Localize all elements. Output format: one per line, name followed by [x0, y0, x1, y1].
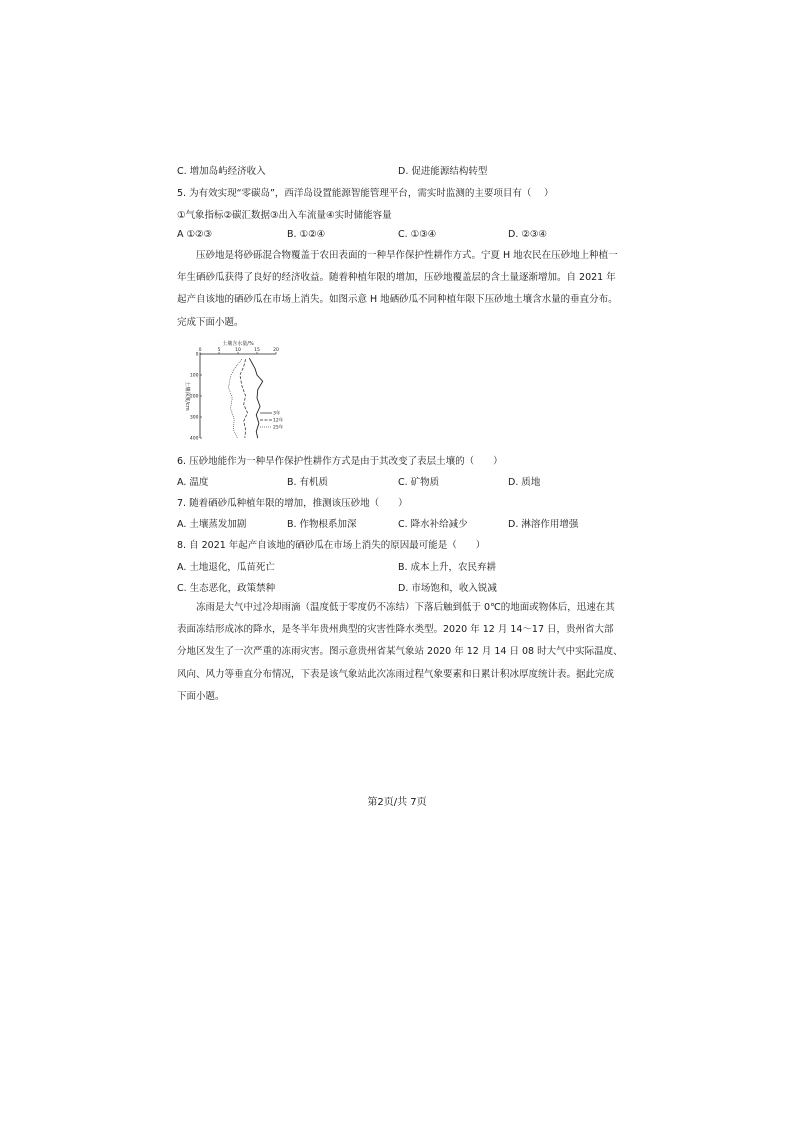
y-tick-label: 0 [195, 352, 199, 358]
q6-option-b: B. 有机质 [287, 477, 329, 488]
passage-sand-field: 压砂地是将砂砾混合物覆盖于农田表面的一种旱作保护性耕作方式。宁夏 H 地农民在压砂地上种植一年生硒砂瓜获得了良好的经济收益。随着种植年限的增加，压砂地覆盖层的含土量逐渐增加。自 2021 年起产自该地的硒砂瓜在市场上消失。如图示意 H 地硒砂瓜不同种植年限下压砂地土壤含水量的垂直分布。完成下面小题。 [177, 250, 618, 328]
q8-option-a: A. 土地退化，瓜苗死亡 [177, 562, 275, 573]
y-axis-label: 土壤深度/cm [184, 381, 190, 411]
q5-option-c: C. ①③④ [398, 229, 437, 240]
x-tick-label: 5 [217, 348, 221, 353]
q7-option-a: A. 土壤蒸发加剧 [177, 519, 247, 530]
q7-option-b: B. 作物根系加深 [287, 519, 357, 530]
x-tick-label: 0 [198, 348, 202, 353]
q5-option-d: D. ②③④ [508, 229, 547, 240]
legend-label-1: 3年 [273, 411, 281, 417]
x-tick-label: 15 [254, 348, 260, 353]
q8-stem: 8. 自 2021 年起产自该地的硒砂瓜在市场上消失的原因最可能是（ ） [177, 540, 486, 551]
q7-option-c: C. 降水补给减少 [398, 519, 468, 530]
q4-option-d: D. 促进能源结构转型 [398, 166, 488, 177]
q7-option-d: D. 淋溶作用增强 [508, 519, 579, 530]
q4-option-c: C. 增加岛屿经济收入 [177, 166, 266, 177]
series-line-3 [229, 359, 242, 438]
y-tick-label: 400 [189, 436, 199, 442]
q6-option-d: D. 质地 [508, 477, 541, 488]
legend-label-3: 25年 [273, 425, 284, 431]
q6-stem: 6. 压砂地能作为一种旱作保护性耕作方式是由于其改变了表层土壤的（ ） [177, 456, 503, 467]
series-line-2 [240, 359, 248, 438]
legend-label-2: 12年 [273, 418, 284, 424]
q8-option-d: D. 市场饱和，收入锐减 [398, 583, 497, 594]
soil-moisture-chart [180, 340, 290, 442]
q5-stem: 5. 为有效实现“零碳岛”，西洋岛设置能源智能管理平台，需实时监测的主要项目有（ ） [177, 188, 554, 199]
y-tick-label: 300 [189, 415, 199, 421]
passage-freezing-rain: 冻雨是大气中过冷却雨滴（温度低于零度仍不冻结）下落后触到低于 0℃的地面或物体后，迅速在其表面冻结形成冰的降水，是冬半年贵州典型的灾害性降水类型。2020 年 12 月 14～17 日，贵州省大部分地区发生了一次严重的冻雨灾害。图示意贵州省某气象站 2020 年 12 月 14 日 08 时大气中实际温度、风向、风力等垂直分布情况，下表是该气象站此次冻雨过程气象要素和日累计积冰厚度统计表。据此完成下面小题。 [177, 602, 623, 702]
y-tick-label: 200 [189, 394, 199, 400]
q6-option-a: A. 温度 [177, 477, 209, 488]
q8-option-c: C. 生态恶化，政策禁种 [177, 583, 276, 594]
q5-option-a: A ①②③ [177, 229, 213, 240]
q5-option-b: B. ①②④ [287, 229, 326, 240]
y-tick-label: 100 [189, 373, 199, 379]
series-line-1 [249, 358, 262, 438]
x-tick-label: 10 [235, 348, 241, 353]
x-tick-label: 20 [273, 348, 279, 353]
x-axis-label: 土壤含水量/% [222, 341, 254, 347]
q5-items: ①气象指标②碳汇数据③出入车流量④实时储能容量 [177, 210, 392, 221]
page-number: 第2页/共 7页 [367, 797, 427, 808]
q7-stem: 7. 随着硒砂瓜种植年限的增加，推测该压砂地（ ） [177, 498, 408, 509]
q6-option-c: C. 矿物质 [398, 477, 440, 488]
q8-option-b: B. 成本上升，农民弃耕 [398, 562, 497, 573]
